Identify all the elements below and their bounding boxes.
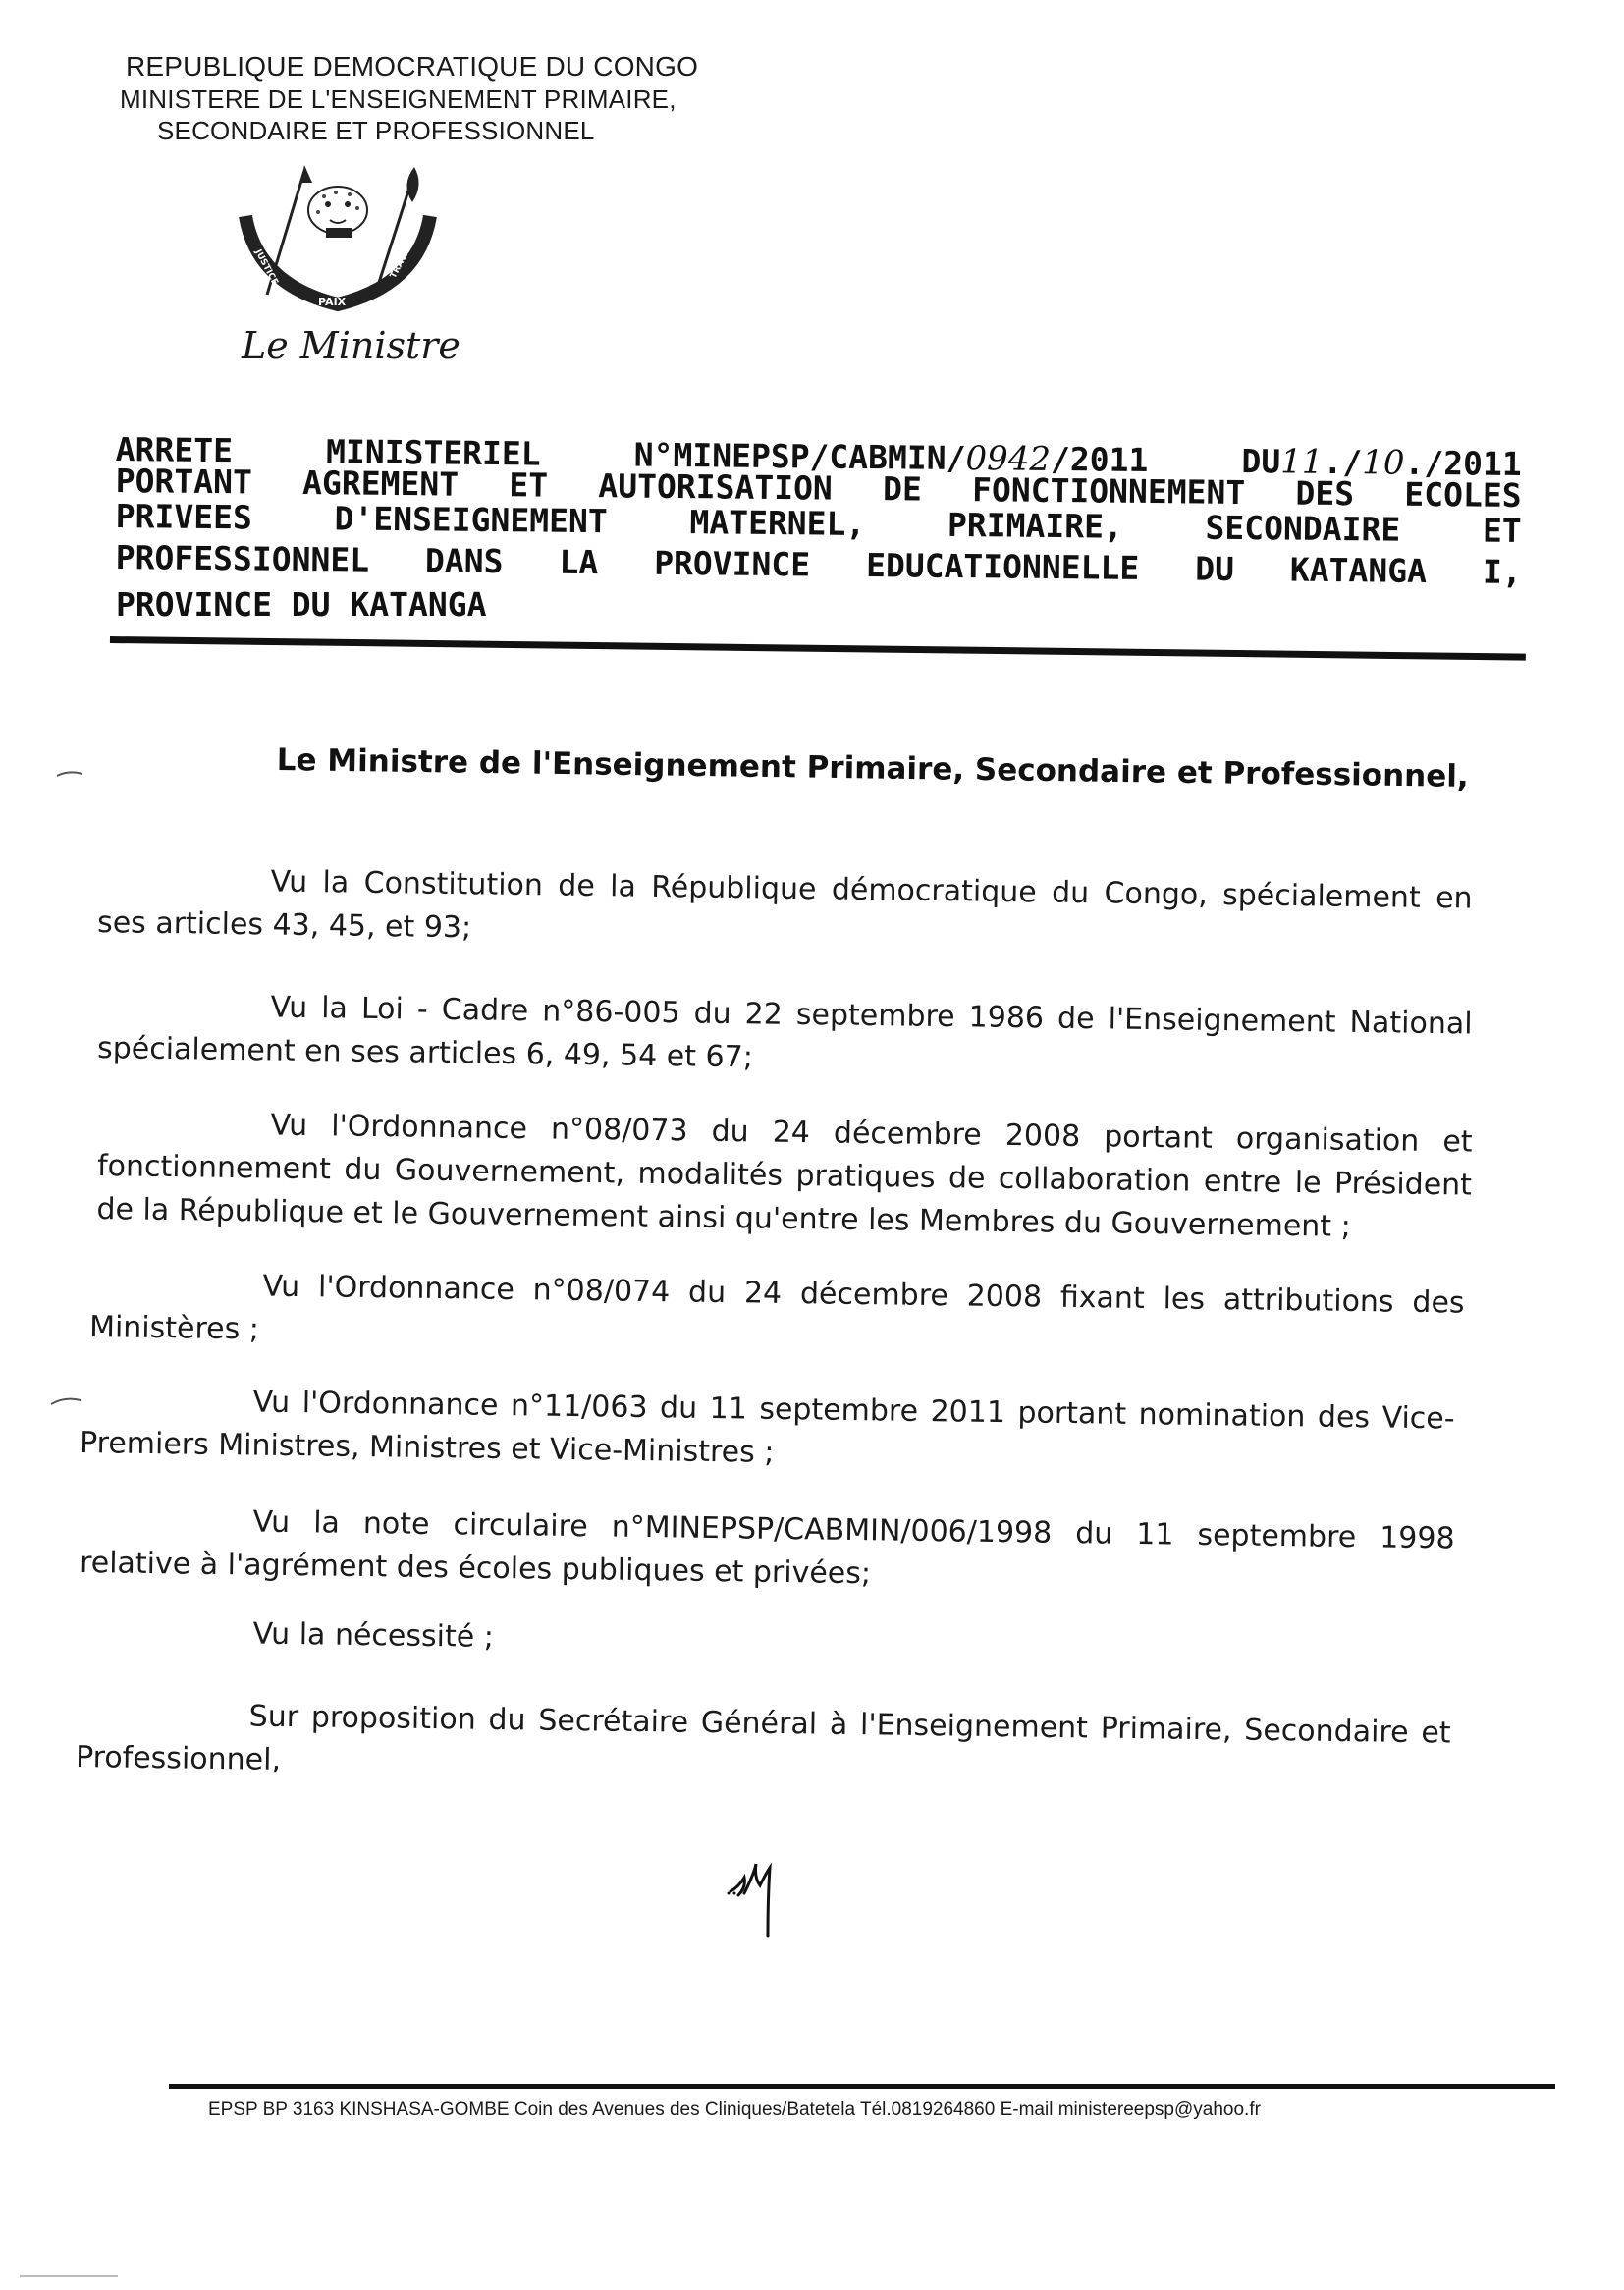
considerant-paragraph: Vu l'Ordonnance n°08/074 du 24 décembre 2008 fixant les attributions des Ministères ; (88, 1269, 1465, 1347)
title-word: PROFESSIONNEL (115, 538, 370, 579)
coat-of-arms-icon (228, 157, 483, 314)
handwritten-initials (725, 1854, 803, 1952)
considerant-paragraph: Vu la Loi - Cadre n°86-005 du 22 septembre 1986 de l'Enseignement National spécialement en ses articles 6, 49, 54 et 67; (96, 990, 1473, 1075)
title-word: DES (1295, 473, 1355, 514)
ministry-name-line-1: MINISTERE DE L'ENSEIGNEMENT PRIMAIRE, (120, 84, 677, 114)
title-word: DE (882, 469, 923, 509)
svg-text:TRAVAIL: TRAVAIL (388, 239, 417, 281)
title-word: PROVINCE (653, 543, 811, 584)
title-word: MATERNEL, (689, 503, 866, 543)
title-word: DU (1195, 549, 1235, 588)
title-word: ARRETE (115, 430, 234, 470)
title-word: AGREMENT (301, 463, 460, 504)
title-word: PORTANT (115, 462, 253, 502)
title-word: FONCTIONNEMENT (971, 470, 1246, 513)
title-word: KATANGA (1289, 550, 1428, 590)
considerant-paragraph: Vu la Constitution de la République démocratique du Congo, spécialement en ses articles 43, 45, et 93; (96, 864, 1473, 946)
title-word: DANS (424, 541, 504, 581)
decree-date: DU11./10./2011 (1241, 442, 1522, 483)
handwritten-day: 11 (1280, 442, 1324, 482)
title-divider (110, 636, 1526, 661)
svg-text:JUSTICE: JUSTICE (252, 247, 280, 288)
title-word: D'ENSEIGNEMENT (334, 499, 608, 541)
title-word: LA (559, 542, 599, 582)
svg-text:PAIX: PAIX (318, 296, 347, 308)
title-word: MINISTERIEL (325, 432, 541, 473)
minister-heading: Le Ministre de l'Enseignement Primaire, Secondaire et Professionnel, (276, 742, 1469, 794)
title-word: PRIMAIRE, (947, 505, 1124, 546)
signatory-title: Le Ministre (242, 324, 460, 367)
title-word: SECONDAIRE (1205, 508, 1401, 549)
title-word: I, (1482, 552, 1522, 591)
footer-divider (169, 2084, 1555, 2089)
ministry-name-line-2: SECONDAIRE ET PROFESSIONNEL (157, 116, 595, 145)
handwritten-number: 0942 (965, 439, 1052, 479)
title-row-5: PROVINCE DU KATANGA (116, 585, 487, 624)
considerant-paragraph: Vu l'Ordonnance n°11/063 du 11 septembre 2011 portant nomination des Vice-Premiers Ministres, Ministres et Vice-Ministres ; (79, 1385, 1455, 1470)
title-word: ET (509, 465, 549, 505)
considerant-paragraph: Vu la nécessité ; (252, 1616, 495, 1655)
considerant-paragraph: Vu l'Ordonnance n°08/073 du 24 décembre 2008 portant organisation et fonctionnement du Gouvernement, modalités pratiques de collaboration entre le Président de la République et le Gouvernement ainsi qu'entre les Membres du Gouvernement ; (96, 1108, 1473, 1244)
considerant-paragraph: Sur proposition du Secrétaire Général à l'Enseignement Primaire, Secondaire et Professionnel, (75, 1699, 1451, 1777)
decree-number: N°MINEPSP/CABMIN/0942/2011 (633, 435, 1149, 480)
considerant-paragraph: Vu la note circulaire n°MINEPSP/CABMIN/006/1998 du 11 septembre 1998 relative à l'agrément des écoles publiques et privées; (79, 1504, 1455, 1592)
title-word: ECOLES (1404, 474, 1522, 515)
footer-address: EPSP BP 3163 KINSHASA-GOMBE Coin des Avenues des Cliniques/Batetela Tél.0819264860 E-mail ministereepsp@yahoo.fr (208, 2099, 1261, 2120)
title-word: EDUCATIONNELLE (865, 546, 1140, 587)
title-word: ET (1482, 511, 1522, 550)
handwritten-month: 10 (1362, 443, 1405, 483)
title-word: PRIVEES (115, 497, 253, 537)
title-word: AUTORISATION (598, 466, 834, 508)
country-name: REPUBLIQUE DEMOCRATIQUE DU CONGO (126, 51, 699, 82)
